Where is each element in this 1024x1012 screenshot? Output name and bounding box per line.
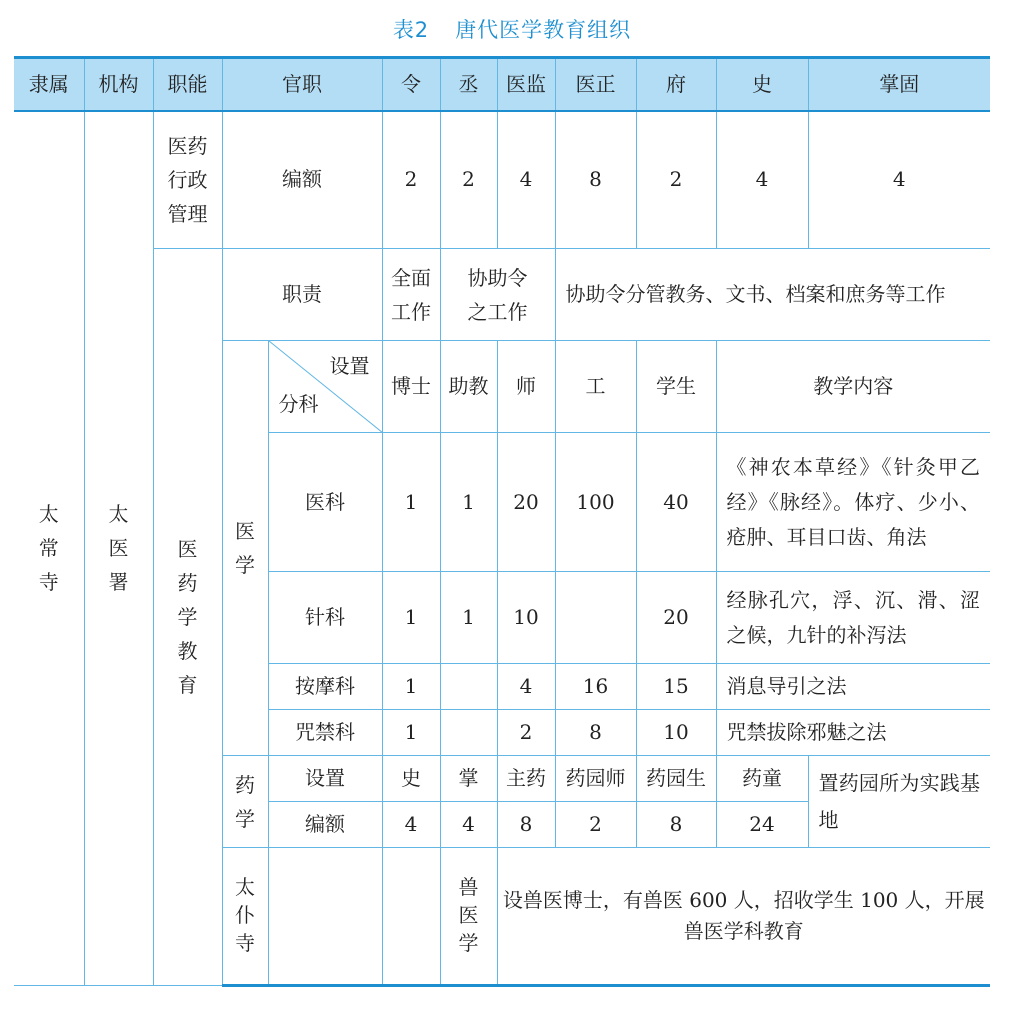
subject-name: 医科: [268, 433, 382, 572]
header-cell: 职能: [153, 58, 222, 111]
quota-cell: 2: [636, 111, 716, 249]
section-medicine: 医学: [222, 341, 268, 756]
data-cell: 10: [636, 710, 716, 756]
quota-cell: 4: [497, 111, 555, 249]
quota-cell: 24: [716, 802, 808, 848]
subject-name: 按摩科: [268, 664, 382, 710]
medical-education-table: [14, 56, 990, 987]
data-cell: 1: [440, 572, 497, 664]
data-cell: [440, 710, 497, 756]
data-cell: 20: [497, 433, 555, 572]
header-row: [14, 58, 990, 111]
col-header: 工: [555, 341, 636, 433]
pharmacy-note: 置药园所为实践基地: [808, 756, 990, 848]
data-cell: 1: [382, 710, 440, 756]
section-veterinary: 兽医学: [440, 848, 497, 986]
data-cell: 15: [636, 664, 716, 710]
row-label: 设置: [268, 756, 382, 802]
header-cell: 隶属: [14, 58, 84, 111]
quota-cell: 4: [716, 111, 808, 249]
quota-cell: 4: [808, 111, 990, 249]
content-cell: 《神农本草经》《针灸甲乙经》《脉经》。体疗、少小、疮肿、耳目口齿、角法: [716, 433, 990, 572]
subject-name: 咒禁科: [268, 710, 382, 756]
institution-taiyishu: 太医署: [84, 111, 153, 986]
data-cell: [440, 664, 497, 710]
setting-cell: 史: [382, 756, 440, 802]
duties-row: [14, 249, 990, 341]
quota-cell: 8: [497, 802, 555, 848]
quota-cell: 4: [382, 802, 440, 848]
veterinary-content: 设兽医博士，有兽医 600 人，招收学生 100 人，开展兽医学科教育: [497, 848, 990, 986]
content-cell: 咒禁拔除邪魅之法: [716, 710, 990, 756]
admin-quota-row: [14, 111, 990, 249]
duty-cheng: 协助令之工作: [440, 249, 555, 341]
diag-top-label: 设置: [329, 354, 370, 378]
table-number: 表2: [392, 18, 430, 42]
function-education: 医药学教育: [153, 249, 222, 986]
empty-cell: [382, 848, 440, 986]
duty-others: 协助令分管教务、文书、档案和庶务等工作: [555, 249, 990, 341]
row-label: 职责: [222, 249, 382, 341]
setting-cell: 药园生: [636, 756, 716, 802]
content-cell: 经脉孔穴，浮、沉、滑、涩之候，九针的补泻法: [716, 572, 990, 664]
data-cell: 100: [555, 433, 636, 572]
table-caption: [0, 14, 1024, 44]
header-cell: 医正: [555, 58, 636, 111]
header-cell: 机构: [84, 58, 153, 111]
header-cell: 丞: [440, 58, 497, 111]
quota-cell: 8: [636, 802, 716, 848]
header-cell: 令: [382, 58, 440, 111]
data-cell: 4: [497, 664, 555, 710]
duty-ling: 全面工作: [382, 249, 440, 341]
data-cell: 20: [636, 572, 716, 664]
header-cell: 史: [716, 58, 808, 111]
data-cell: [555, 572, 636, 664]
header-cell: 掌固: [808, 58, 990, 111]
header-cell: 府: [636, 58, 716, 111]
subordinate-taipu: 太仆寺: [222, 848, 268, 986]
function-admin: 医药行政管理: [153, 111, 222, 249]
diagonal-header: [268, 341, 382, 433]
data-cell: 1: [440, 433, 497, 572]
quota-cell: 2: [440, 111, 497, 249]
col-header: 师: [497, 341, 555, 433]
col-header: 教学内容: [716, 341, 990, 433]
header-cell: 官职: [222, 58, 382, 111]
data-cell: 8: [555, 710, 636, 756]
quota-cell: 8: [555, 111, 636, 249]
table-title: 唐代医学教育组织: [455, 18, 632, 42]
subject-name: 针科: [268, 572, 382, 664]
subordinate-taichang: 太常寺: [14, 111, 84, 986]
quota-cell: 2: [382, 111, 440, 249]
data-cell: 16: [555, 664, 636, 710]
setting-cell: 主药: [497, 756, 555, 802]
data-cell: 1: [382, 572, 440, 664]
col-header: 学生: [636, 341, 716, 433]
setting-cell: 掌: [440, 756, 497, 802]
empty-cell: [268, 848, 382, 986]
content-cell: 消息导引之法: [716, 664, 990, 710]
col-header: 助教: [440, 341, 497, 433]
data-cell: 1: [382, 664, 440, 710]
data-cell: 10: [497, 572, 555, 664]
col-header: 博士: [382, 341, 440, 433]
setting-cell: 药园师: [555, 756, 636, 802]
diag-bottom-label: 分科: [278, 392, 319, 416]
section-pharmacy: 药学: [222, 756, 268, 848]
header-cell: 医监: [497, 58, 555, 111]
row-label: 编额: [222, 111, 382, 249]
data-cell: 40: [636, 433, 716, 572]
data-cell: 1: [382, 433, 440, 572]
quota-cell: 2: [555, 802, 636, 848]
data-cell: 2: [497, 710, 555, 756]
setting-cell: 药童: [716, 756, 808, 802]
quota-cell: 4: [440, 802, 497, 848]
row-label: 编额: [268, 802, 382, 848]
